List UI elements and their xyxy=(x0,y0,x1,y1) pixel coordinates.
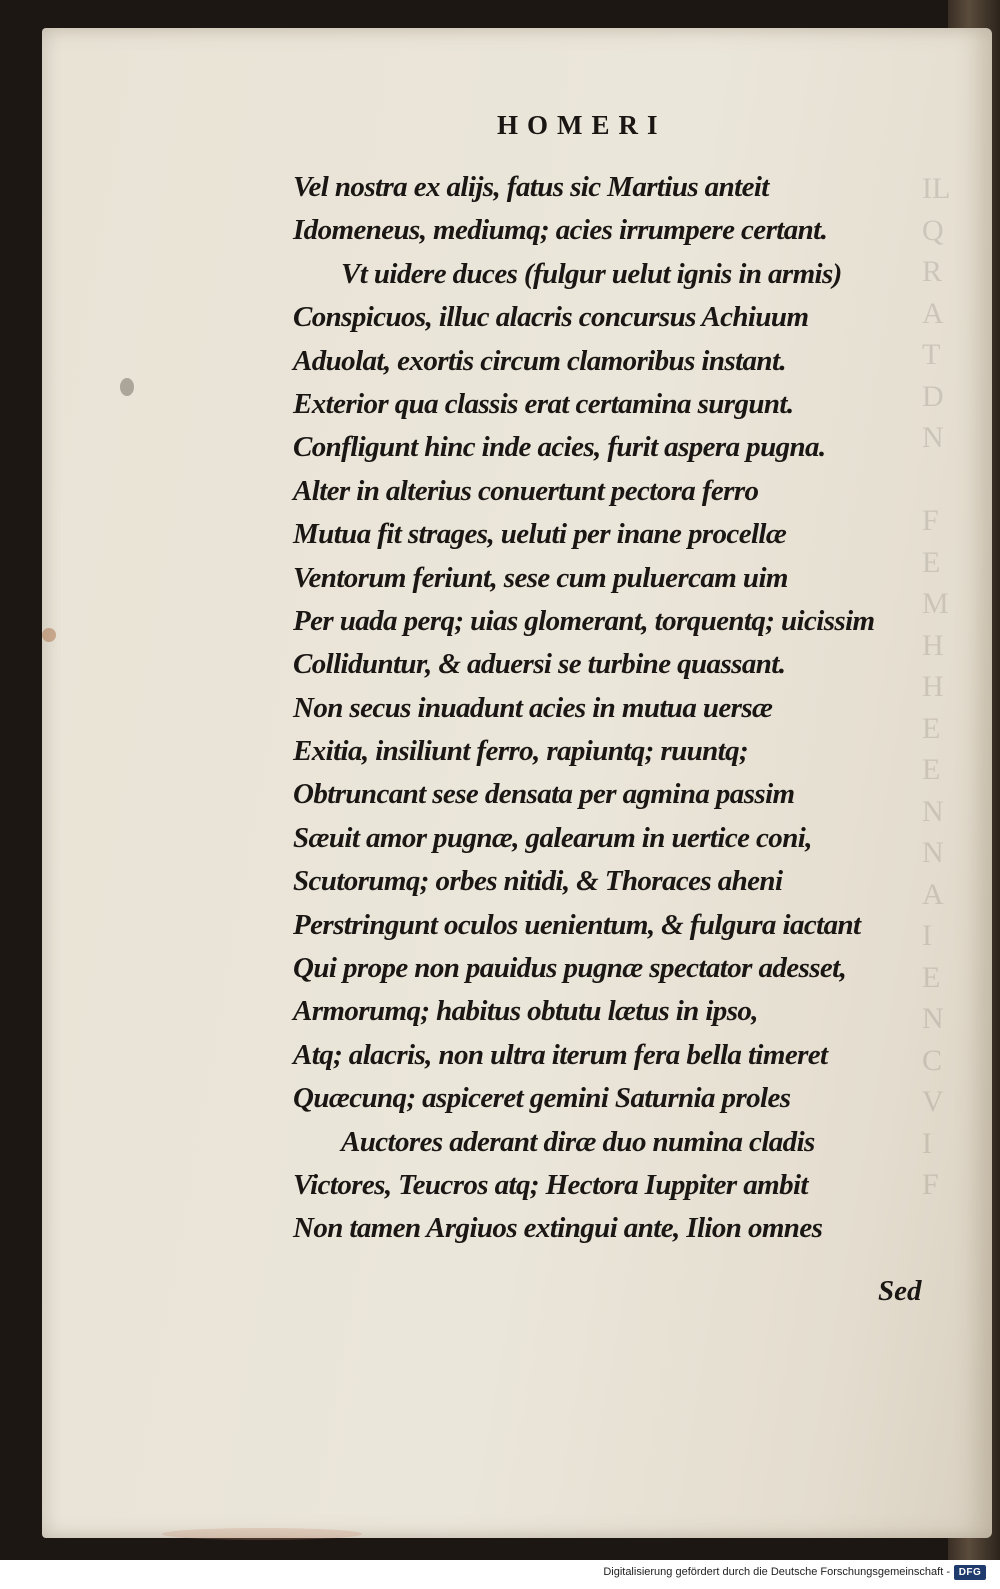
verse-line: Alter in alterius conuertunt pectora ferro xyxy=(293,474,759,507)
verse-line: Victores, Teucros atq; Hectora Iuppiter ambit xyxy=(293,1168,808,1201)
verse-line: Quæcunq; aspiceret gemini Saturnia proles xyxy=(293,1082,791,1115)
verse-line: Exitia, insiliunt ferro, rapiuntq; ruuntq; xyxy=(293,735,749,768)
verse-text-block xyxy=(293,166,933,1251)
verse-line: Per uada perq; uias glomerant, torquentq; uicissim xyxy=(293,604,875,637)
verse-line: Perstringunt oculos uenientum, & fulgura iactant xyxy=(293,908,861,941)
dfg-logo: DFG xyxy=(954,1565,986,1580)
verse-line: Idomeneus, mediumq; acies irrumpere certant. xyxy=(293,214,828,247)
paper-stain xyxy=(42,628,56,642)
paper-stain xyxy=(120,378,134,396)
verse-line: Conspicuos, illuc alacris concursus Achiuum xyxy=(293,301,809,334)
funding-credit: Digitalisierung gefördert durch die Deutsche Forschungsgemeinschaft - xyxy=(603,1566,950,1578)
verse-line: Scutorumq; orbes nitidi, & Thoraces aheni xyxy=(293,865,783,898)
catchword: Sed xyxy=(878,1275,922,1307)
verse-line: Atq; alacris, non ultra iterum fera bella timeret xyxy=(293,1038,828,1071)
verse-line: Confligunt hinc inde acies, furit aspera pugna. xyxy=(293,431,826,464)
verse-line: Vel nostra ex alijs, fatus sic Martius anteit xyxy=(293,171,769,203)
verse-line: Vt uidere duces (fulgur uelut ignis in armis) xyxy=(341,257,842,290)
verse-line: Armorumq; habitus obtutu lætus in ipso, xyxy=(293,995,758,1028)
verse-line: Ventorum feriunt, sese cum puluercam uim xyxy=(293,561,788,594)
paper-stain xyxy=(162,1528,362,1540)
verse-line: Obtruncant sese densata per agmina passim xyxy=(293,778,795,811)
verse-line: Non secus inuadunt acies in mutua uersæ xyxy=(293,691,773,724)
verse-line: Auctores aderant diræ duo numina cladis xyxy=(341,1125,815,1158)
verse-line: Qui prope non pauidus pugnæ spectator adesset, xyxy=(293,952,847,985)
show-through-text: IL Q R A T D N F E M H H E E N N A I E N C V I F xyxy=(922,172,951,1201)
digitization-footer xyxy=(0,1560,1000,1589)
verse-line: Aduolat, exortis circum clamoribus instant. xyxy=(293,344,787,377)
verse-line: Non tamen Argiuos extingui ante, Ilion omnes xyxy=(293,1212,823,1245)
verse-line: Exterior qua classis erat certamina surgunt. xyxy=(293,387,794,420)
running-head: HOMERI xyxy=(497,110,667,140)
verse-line: Mutua fit strages, ueluti per inane procellæ xyxy=(293,518,787,551)
verse-line: Sæuit amor pugnæ, galearum in uertice coni, xyxy=(293,821,812,854)
verse-line: Colliduntur, & aduersi se turbine quassant. xyxy=(293,648,786,681)
